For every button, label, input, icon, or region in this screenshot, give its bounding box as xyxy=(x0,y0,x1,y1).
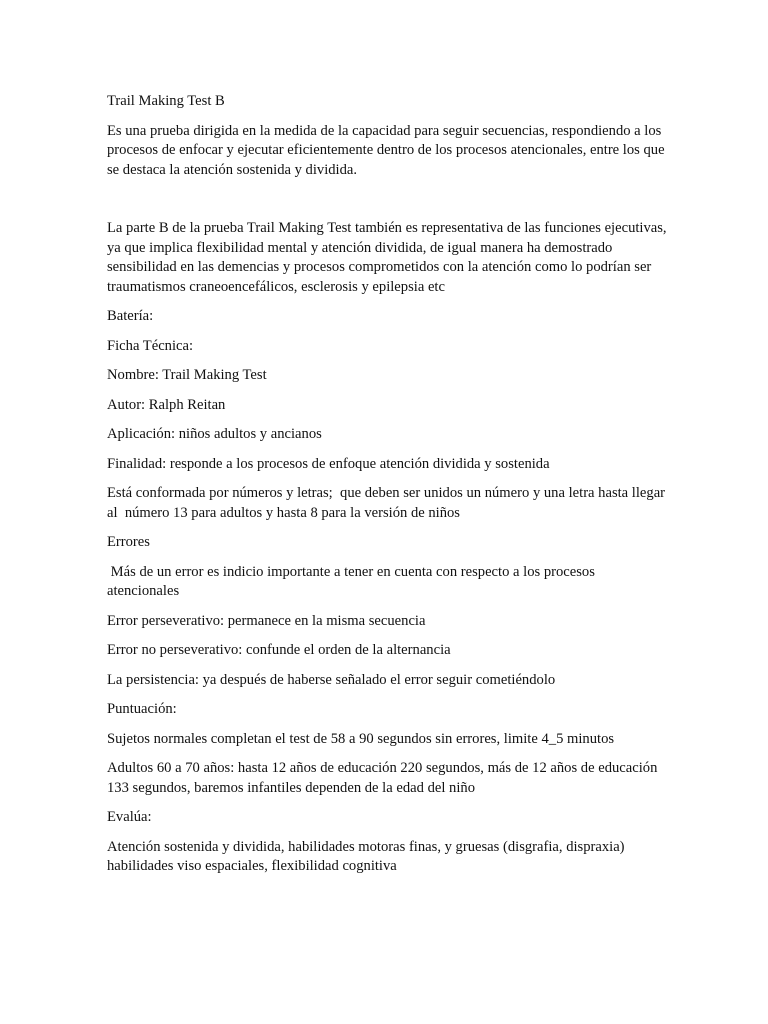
puntuacion-paragraph: Sujetos normales completan el test de 58 a 90 segundos sin errores, limite 4_5 minutos xyxy=(107,730,615,747)
persistencia-line: La persistencia: ya después de haberse señalado el error seguir cometiéndolo xyxy=(107,671,556,688)
ficha-tecnica-line: Ficha Técnica: xyxy=(107,337,194,354)
evalua-heading: Evalúa: xyxy=(107,809,152,825)
nombre-line: Nombre: Trail Making Test xyxy=(107,367,267,383)
error-perseverativo-line: Error perseverativo: permanece en la misma secuencia xyxy=(107,612,426,629)
bateria-line: Batería: xyxy=(107,308,154,324)
puntuacion-heading: Puntuación: xyxy=(107,701,177,717)
errores-paragraph: Más de un error es indicio importante a tener en cuenta con respecto a los procesos atencionales xyxy=(107,563,599,599)
adultos-paragraph: Adultos 60 a 70 años: hasta 12 años de educación 220 segundos, más de 12 años de educación 133 segundos, baremos infantiles dependen de la edad del niño xyxy=(107,760,662,796)
document-title: Trail Making Test B xyxy=(107,93,225,109)
paragraph-gap xyxy=(107,190,668,219)
intro-paragraph: Es una prueba dirigida en la medida de la capacidad para seguir secuencias, respondiendo a los procesos de enfocar y ejecutar eficientemente dentro de los procesos atencionales, entre los que se destaca la atención sostenida y dividida. xyxy=(107,122,669,178)
part-b-paragraph: La parte B de la prueba Trail Making Test también es representativa de las funciones ejecutivas, ya que implica flexibilidad mental y atención dividida, de igual manera ha demostrado sensibilidad en las demencias y procesos comprometidos con la atención como lo podrían ser traumatismos craneoencefálicos, esclerosis y epilepsia etc xyxy=(107,220,671,295)
error-no-perseverativo-line: Error no perseverativo: confunde el orden de la alternancia xyxy=(107,642,451,658)
finalidad-line: Finalidad: responde a los procesos de enfoque atención dividida y sostenida xyxy=(107,455,550,472)
autor-line: Autor: Ralph Reitan xyxy=(107,396,226,413)
aplicacion-line: Aplicación: niños adultos y ancianos xyxy=(107,426,322,442)
errores-heading: Errores xyxy=(107,534,150,550)
conformada-paragraph: Está conformada por números y letras; que deben ser unidos un número y una letra hasta llegar al número 13 para adultos y hasta 8 para la versión de niños xyxy=(107,485,669,521)
evalua-paragraph: Atención sostenida y dividida, habilidades motoras finas, y gruesas (disgrafia, dispraxia) habilidades viso espaciales, flexibilidad cognitiva xyxy=(107,838,629,874)
